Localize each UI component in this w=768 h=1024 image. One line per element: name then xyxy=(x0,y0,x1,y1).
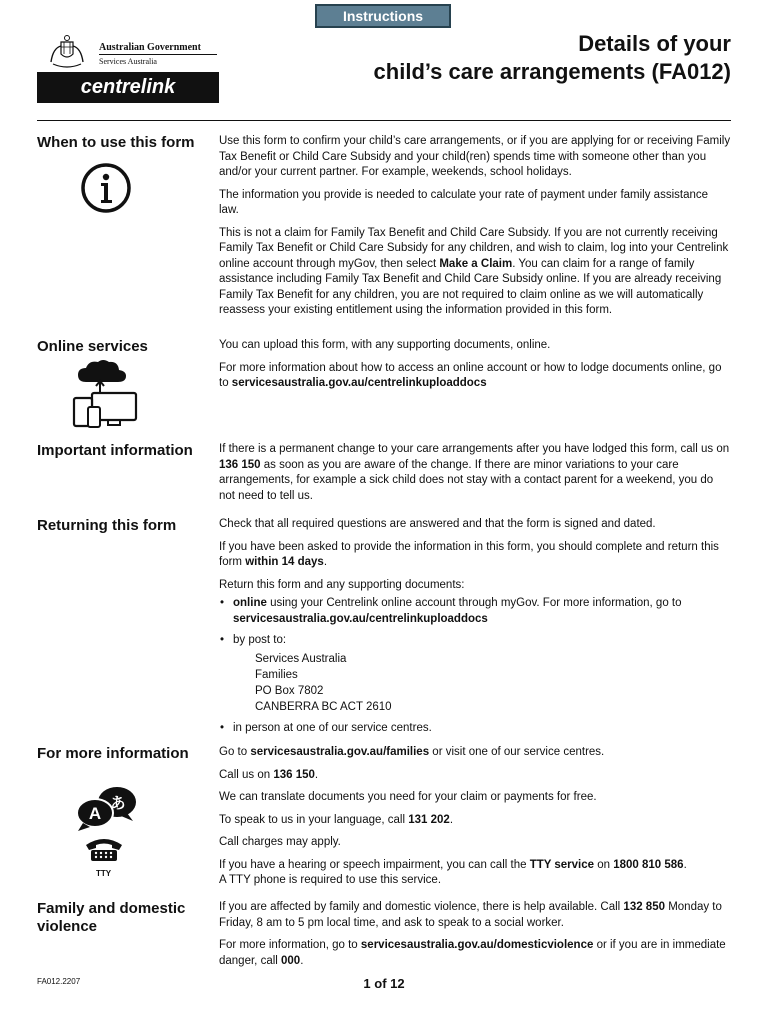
title-line-1: Details of your xyxy=(578,31,731,56)
text: To speak to us in your language, call xyxy=(219,813,409,826)
section-body xyxy=(219,517,731,742)
text: . xyxy=(683,858,687,871)
tty-phone-icon xyxy=(82,837,126,869)
text: Go to xyxy=(219,746,251,758)
upload-docs-link[interactable]: servicesaustralia.gov.au/centrelinkuploaddocs xyxy=(233,612,488,625)
svg-text:A: A xyxy=(88,804,102,823)
list-item xyxy=(219,633,731,715)
coat-of-arms-icon xyxy=(47,34,87,70)
text: . xyxy=(314,768,319,781)
emergency-number: 000 xyxy=(281,954,301,967)
instructions-tab: Instructions xyxy=(315,4,451,28)
make-claim-text: Make a Claim xyxy=(439,257,513,270)
brand-bar: centrelink xyxy=(37,72,219,103)
paragraph: Use this form to confirm your child’s care arrangements, or if you are applying for or receiving Family Tax Benefit or Child Care Subsidy and your child(ren) spends time with someone other than you and/or your current partner. For example, weekends, school holidays. xyxy=(219,135,731,178)
translate-icon xyxy=(75,785,139,831)
page-number: 1 of 12 xyxy=(363,976,405,991)
text: If you have been asked to provide the information in this form, you should complete and return this form xyxy=(219,540,719,568)
paragraph: You can upload this form, with any supporting documents, online. xyxy=(219,339,551,351)
text: . You can claim for a range of family assistance including Family Tax Benefit and Child Care Subsidy online. If you are already receiving Family Tax Benefit for any children, you are not required to claim online as we will automatically reassess your existing entitlement using the information provided in this form. xyxy=(219,257,722,316)
text: as soon as you are aware of the change. If there are minor variations to your care arrangements, for example a sick child does not stay with a contact parent for a weekend, you do not need to tell us. xyxy=(219,458,714,502)
phone-number: 132 850 xyxy=(623,901,665,913)
text: . xyxy=(300,954,304,967)
paragraph: We can translate documents you need for your claim or payments for free. xyxy=(219,791,597,803)
list-item: • in person at one of our service centres. xyxy=(219,721,731,737)
paragraph xyxy=(219,938,731,969)
centrelink-logo xyxy=(37,32,219,104)
text: by post to: xyxy=(233,634,287,646)
text: This is not a claim for Family Tax Benefit and Child Care Subsidy. If you are not currently receiving Family Tax Benefit or Child Care Subsidy for any children, and wish to claim, log into your Centrelink online account through myGov, then select xyxy=(219,226,729,270)
section-label: When to use this form xyxy=(37,134,195,151)
text: using your Centrelink online account through myGov. For more information, go to xyxy=(266,597,682,609)
form-code: FA012.2207 xyxy=(37,977,81,986)
text: If there is a permanent change to your care arrangements after you have lodged this form, call us on xyxy=(219,443,730,455)
paragraph xyxy=(219,226,731,319)
gov-rule xyxy=(99,54,217,55)
upload-docs-link[interactable]: servicesaustralia.gov.au/centrelinkuploaddocs xyxy=(231,377,487,389)
section-label: Online services xyxy=(37,338,148,355)
address-line: CANBERRA BC ACT 2610 xyxy=(255,700,392,713)
phone-number: 136 150 xyxy=(219,458,261,471)
paragraph xyxy=(219,442,731,504)
section-body xyxy=(219,338,731,399)
tty-label: TTY xyxy=(96,869,112,878)
section-body xyxy=(219,745,731,896)
return-methods-list xyxy=(219,596,731,736)
paragraph xyxy=(219,858,731,874)
cloud-devices-icon xyxy=(70,360,142,430)
paragraph xyxy=(219,768,731,784)
section-label: Important information xyxy=(37,442,193,459)
header-divider xyxy=(37,120,731,121)
text: Monday to Friday, 8 am to 5 pm local time, and ask to speak to a social worker. xyxy=(219,901,722,929)
section-body xyxy=(219,134,731,326)
info-icon xyxy=(80,162,132,214)
paragraph xyxy=(219,540,731,571)
postal-address xyxy=(233,651,731,715)
online-text: online xyxy=(233,597,267,609)
section-label: Returning this form xyxy=(37,517,177,534)
phone-number: 136 150 xyxy=(273,768,315,781)
gov-sub: Services Australia xyxy=(99,57,157,66)
address-line: Services Australia xyxy=(255,652,347,665)
text: or visit one of our service centres. xyxy=(429,746,605,758)
address-line: Families xyxy=(255,668,298,681)
text: on xyxy=(594,858,614,871)
deadline-text: within 14 days xyxy=(245,556,324,568)
paragraph xyxy=(219,361,731,392)
svg-text:あ: あ xyxy=(110,794,126,812)
paragraph: Call charges may apply. xyxy=(219,836,341,848)
paragraph xyxy=(219,900,731,931)
domestic-violence-link[interactable]: servicesaustralia.gov.au/domesticviolence xyxy=(360,939,594,951)
section-label: Family and domestic violence xyxy=(37,900,186,935)
paragraph xyxy=(219,745,731,761)
paragraph: Return this form and any supporting documents: xyxy=(219,578,465,591)
paragraph xyxy=(219,813,731,829)
section-body xyxy=(219,900,731,976)
address-line: PO Box 7802 xyxy=(255,684,324,697)
text: . xyxy=(323,556,328,568)
section-body xyxy=(219,442,731,511)
page-title xyxy=(374,30,731,86)
text: For more information, go to xyxy=(219,939,361,951)
text: If you have a hearing or speech impairment, you can call the xyxy=(219,858,530,871)
phone-number: 131 202 xyxy=(408,813,450,826)
phone-number: 1800 810 586 xyxy=(613,858,684,871)
families-link[interactable]: servicesaustralia.gov.au/families xyxy=(250,746,430,758)
text: For more information about how to access an online account or how to lodge documents online, go to xyxy=(219,361,722,389)
paragraph: Check that all required questions are answered and that the form is signed and dated. xyxy=(219,518,656,530)
title-line-2: child’s care arrangements (FA012) xyxy=(373,59,731,84)
text: If you are affected by family and domestic violence, there is help available. Call xyxy=(219,901,624,913)
paragraph: A TTY phone is required to use this service. xyxy=(219,874,442,886)
text: . xyxy=(449,813,454,826)
section-label: For more information xyxy=(37,745,189,762)
text: Call us on xyxy=(219,768,274,781)
text: or if you are in immediate danger, call xyxy=(219,939,726,967)
paragraph: The information you provide is needed to calculate your rate of payment under family assistance law. xyxy=(219,188,709,216)
tty-service-text: TTY service xyxy=(529,858,595,871)
gov-name: Australian Government xyxy=(99,42,201,53)
list-item xyxy=(219,596,731,627)
